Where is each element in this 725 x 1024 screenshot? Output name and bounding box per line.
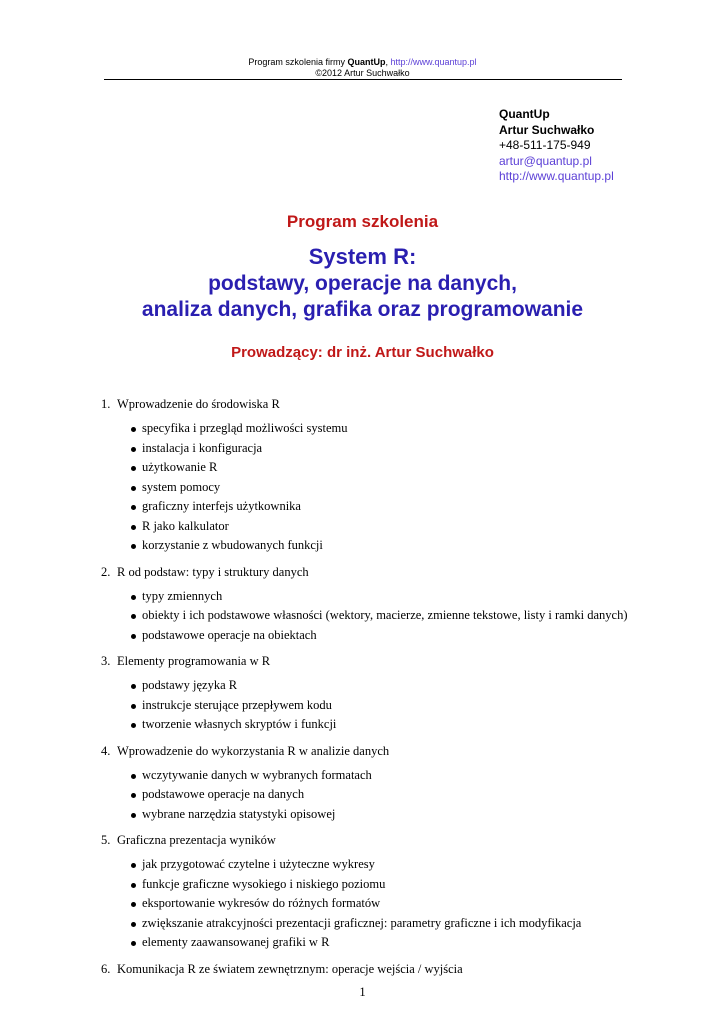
list-item: eksportowanie wykresów do różnych formatów — [101, 894, 641, 914]
program-label: Program szkolenia — [286, 212, 439, 231]
header-rule — [104, 79, 622, 80]
page-number: 1 — [359, 985, 366, 999]
section-items — [101, 676, 641, 735]
instructor-line: Prowadzący: dr inż. Artur Suchwałko — [231, 344, 494, 361]
section-items — [101, 419, 641, 556]
list-item: instalacja i konfiguracja — [101, 439, 641, 459]
section-title: Wprowadzenie do wykorzystania R w analizie danych — [117, 743, 390, 758]
contact-website-link[interactable]: http://www.quantup.pl — [499, 169, 614, 183]
syllabus-section — [101, 563, 641, 646]
section-number: 6. — [101, 961, 111, 976]
list-item: podstawowe operacje na obiektach — [101, 626, 641, 646]
list-item: R jako kalkulator — [101, 517, 641, 537]
syllabus-list — [101, 395, 641, 986]
list-item: tworzenie własnych skryptów i funkcji — [101, 715, 641, 735]
header-copyright: ©2012 Artur Suchwałko — [315, 68, 410, 78]
section-number: 3. — [101, 654, 111, 668]
section-heading — [101, 652, 641, 671]
contact-person: Artur Suchwałko — [499, 122, 595, 137]
section-title: Elementy programowania w R — [117, 654, 271, 668]
section-heading — [101, 395, 641, 414]
list-item: wczytywanie danych w wybranych formatach — [101, 766, 641, 786]
title-line: analiza danych, grafika oraz programowanie — [141, 298, 584, 321]
list-item: graficzny interfejs użytkownika — [101, 497, 641, 517]
list-item: specyfika i przegląd możliwości systemu — [101, 419, 641, 439]
header-separator: , — [385, 57, 388, 67]
document-title — [0, 244, 725, 324]
section-title: Graficzna prezentacja wyników — [117, 833, 276, 847]
contact-email-link[interactable]: artur@quantup.pl — [499, 153, 592, 168]
section-number: 5. — [101, 833, 111, 847]
title-line: System R: — [308, 244, 417, 269]
section-number: 2. — [101, 564, 111, 579]
header-brand: QuantUp — [347, 57, 386, 67]
section-title: R od podstaw: typy i struktury danych — [117, 564, 309, 579]
list-item: użytkowanie R — [101, 458, 641, 478]
list-item: system pomocy — [101, 478, 641, 498]
list-item: zwiększanie atrakcyjności prezentacji graficznej: parametry graficzne i ich modyfikacja — [101, 914, 641, 934]
section-items — [101, 766, 641, 825]
header-prefix: Program szkolenia firmy — [248, 57, 345, 67]
list-item: typy zmiennych — [101, 587, 641, 607]
running-header — [0, 57, 725, 79]
contact-company: QuantUp — [499, 107, 550, 121]
section-items — [101, 855, 641, 953]
syllabus-section — [101, 395, 641, 556]
syllabus-section — [101, 960, 641, 979]
list-item: wybrane narzędzia statystyki opisowej — [101, 805, 641, 825]
section-heading — [101, 563, 641, 582]
section-title: Wprowadzenie do środowiska R — [117, 397, 280, 411]
list-item: funkcje graficzne wysokiego i niskiego poziomu — [101, 875, 641, 895]
section-title: Komunikacja R ze światem zewnętrznym: operacje wejścia / wyjścia — [117, 961, 463, 976]
syllabus-section — [101, 742, 641, 825]
syllabus-section — [101, 652, 641, 735]
section-number: 4. — [101, 743, 111, 758]
list-item: obiekty i ich podstawowe własności (wektory, macierze, zmienne tekstowe, listy i ramki danych) — [101, 606, 641, 626]
syllabus-section — [101, 831, 641, 953]
section-heading — [101, 960, 641, 979]
section-items — [101, 587, 641, 646]
list-item: podstawy języka R — [101, 676, 641, 696]
header-url-link[interactable]: http://www.quantup.pl — [390, 57, 477, 67]
list-item: elementy zaawansowanej grafiki w R — [101, 933, 641, 953]
contact-phone: +48-511-175-949 — [499, 138, 591, 152]
list-item: korzystanie z wbudowanych funkcji — [101, 536, 641, 556]
section-heading — [101, 742, 641, 761]
section-heading — [101, 831, 641, 850]
list-item: jak przygotować czytelne i użyteczne wykresy — [101, 855, 641, 875]
header-line-1 — [0, 57, 725, 68]
list-item: podstawowe operacje na danych — [101, 785, 641, 805]
title-line: podstawy, operacje na danych, — [208, 271, 517, 295]
list-item: instrukcje sterujące przepływem kodu — [101, 696, 641, 716]
section-number: 1. — [101, 397, 111, 411]
contact-block — [499, 107, 614, 185]
